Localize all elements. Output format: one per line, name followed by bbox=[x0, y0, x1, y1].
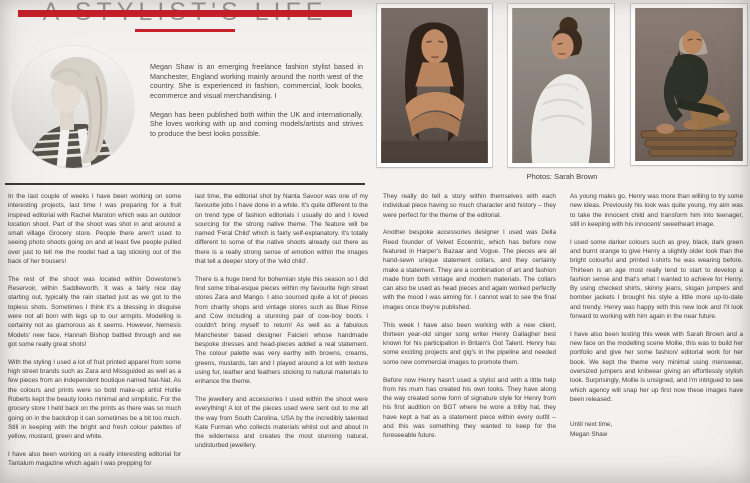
article-column-1 bbox=[8, 192, 181, 477]
intro-section bbox=[150, 62, 363, 148]
article-column-2 bbox=[195, 192, 368, 459]
signoff-line: Until next time, bbox=[570, 421, 613, 429]
paragraph: Megan Shaw is an emerging freelance fashion stylist based in Manchester, England working mainly around the north west of the country. She is experienced in fashion, commercial, look books, ecommerce and visual merchandising. I bbox=[150, 62, 363, 100]
title-underline bbox=[135, 29, 235, 32]
model-white-jumper-illustration bbox=[512, 8, 610, 163]
paragraph: Before now Henry hasn't used a stylist and with a little help from his mum has created his own looks. They have along the way created some form of signature style for Henry from his first audition on BGT where he wore a trilby hat, they have kept a hat as a statement piece within every outfit – and this was something they wanted to keep for the foreseeable future. bbox=[383, 376, 556, 440]
paragraph: As young males go, Henry was more than willing to try some new ideas. Previously his look was quite young, my aim was to take the innocent child and transform him into teenager, still in keeping with his innocent/ sweetheart image. bbox=[570, 193, 743, 228]
paragraph: With the styling I used a lot of fruit printed apparel from some high street brands such as Zara and Missguided as well as a few pieces from an independent boutique named Nat-Nat. As the colours and prints were so bold make-up artist Hollie Roberts kept the beauty looks minimal and simplistic. For the grocery store I held back on the prints as there was so much going on in the backdrop it can sometimes be a bit too much. Still in keeping with the bright and fresh colour palettes of yellow, mustard, green and white. bbox=[8, 358, 181, 441]
paragraph: I used some darker colours such as grey, black, dark green and burnt orange to give Henry a slightly older look than the bright colourful and printed t-shirts he was wearing before. Thirteen is an age most really tend to start to develop a fashion sense and that's what I wanted to achieve for Henry. By using checked shirts, skinny jeans, slogan jumpers and bomber jackets I brought his style a little more up-to-date and trendy. Henry was happy with this new look and I'll look forward to working with him again in the near future. bbox=[570, 238, 743, 321]
article-column-3 bbox=[383, 192, 556, 449]
paragraph: I have also been testing this week with Sarah Brown and a new face on the modelling scene Mollie, this was to build her portfolio and give her some fashion/ editorial work for her book. We kept the theme very minimal using menswear, oversized jumpers and knitwear giving an effortlessly stylish look. Surprisingly, Mollie is unsigned, and I'm intrigued to see which agency will snap her up first now these images have been released. bbox=[570, 330, 743, 403]
signoff-line: Megan Shaw bbox=[570, 430, 608, 438]
author-portrait-illustration bbox=[12, 46, 134, 168]
article-column-4 bbox=[570, 192, 743, 439]
editorial-photo-2 bbox=[508, 4, 614, 167]
editorial-photo-3 bbox=[631, 4, 747, 165]
paragraph: This week I have also been working with a new client, thirteen year-old singer song writer Henry Gallagher best known for his participation in Britain's Got Talent. Henry has some exciting projects and gig's in the pipeline and needed some new commercial images to promote them. bbox=[383, 321, 556, 366]
paragraph: The jewellery and accessories I used within the shoot were everything! A lot of the pieces used were sent out to me all the way from South Carolina, USA by the incredibly talented Kate Furman who collects materials whilst out and about in the wilderness and creates the most stunning natural, undisturbed jewellery. bbox=[195, 395, 368, 450]
model-beanie-seated-illustration bbox=[635, 8, 743, 161]
title-strikethrough-line bbox=[18, 10, 352, 17]
paragraph: They really do tell a story within themselves with each individual piece having so much character and history – they were perfect for the theme of the editorial. bbox=[383, 193, 556, 219]
paragraph: Another bespoke accessories designer I used was Della Reed founder of Velvet Eccentric, which has before now featured in Harper's Bazaar and Vogue. The pieces are all hand-sewn unique statement collars, and they certainly make a statement. They are a combination of art and fashion made from both vintage and modern materials. The collars can also be used as head pieces and again worked perfectly with the mood I was aiming for. I cannot wait to see the final images once they're published. bbox=[383, 229, 556, 311]
paragraph: In the last couple of weeks I have been working on some interesting projects, last time I was preparing for a fruit inspired editorial with Rachel Marston which was an outdoor location shoot. Part of the shoot was shot in and around a small village Grocery store. People there aren't used to seeing photo shoots going on and at least five people pulled over just to tell me the model had a tag sticking out of the back of her trousers! bbox=[8, 193, 181, 266]
editorial-photo-1 bbox=[377, 4, 492, 167]
column-paragraphs bbox=[570, 192, 743, 404]
paragraph: Megan has been published both within the UK and internationally. She loves working with up and coming models/artists and strives to produce the best looks possible. bbox=[150, 109, 363, 139]
photo-credit: Photos: Sarah Brown bbox=[526, 172, 598, 181]
signoff bbox=[570, 420, 743, 439]
paragraph: I have also been working on a really interesting editorial for Tantalum magazine which again I was prepping for bbox=[8, 450, 181, 468]
paragraph: last time, the editorial shot by Nanta Savoor was one of my favourite jobs I have done in a while. It's quite different to the on trend type of fashion editorials I usually do and I loved sourcing for the strong native theme. The feature will be named 'Feral Child' which is fairly self-explanatory. It's totally different to some of the native shoots already out there as there is a really strong sense of emotion within the images that tell a deeper story of the 'wild child'. bbox=[195, 193, 368, 266]
paragraph: There is a huge trend for bohemian style this season so I did find some tribal-esque pieces within my favourite high street stores Zara and Mango. I also sourced quite a lot of pieces from charity shops and vintage stores such as Blue Rinse and Cow including a stunning pair of cow-boy boots I couldn't bring myself to return! As well as a fabulous Manchester based designer Falcieri whose handmade bespoke dresses and head-pieces added a real statement. The colour palette was very earthy with browns, creams, greens, mustards, tan and I played around a lot with texture using fur, leather and feathers sticking to natural materials to enhance the theme. bbox=[195, 275, 368, 386]
masthead bbox=[18, 0, 352, 28]
section-divider bbox=[5, 183, 365, 185]
author-portrait-photo bbox=[12, 46, 134, 168]
paragraph: The rest of the shoot was located within Dovestone's Reservoir, within Saddleworth. It was a fairly nice day starting out, typically the rain started just as we got to the topless shots. Sometimes I think it's a blessing in disguise were not all born with legs up to our armpits. Modelling is certainly not as glamorous as it seems. However, Nemesis Models' new face, Hannah Bishop battled through and we got some really great shots! bbox=[8, 275, 181, 348]
model-arms-crossed-illustration bbox=[381, 8, 488, 163]
